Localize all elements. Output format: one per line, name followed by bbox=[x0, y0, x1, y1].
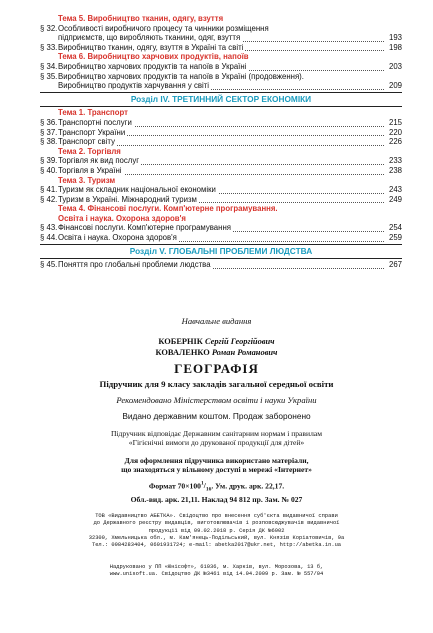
author-1 bbox=[30, 336, 403, 347]
section-divider bbox=[40, 244, 402, 245]
format-fraction: $^1/_{16}$ bbox=[200, 480, 212, 493]
page-number: 254 bbox=[388, 223, 402, 233]
paragraph-title: Транспорт світу bbox=[58, 137, 384, 147]
topic-heading: Тема 6. Виробництво харчових продуктів, напоїв bbox=[58, 52, 249, 62]
toc-entry[interactable] bbox=[40, 185, 402, 195]
paragraph-number: § 33. bbox=[40, 42, 58, 52]
paragraph-number: § 45. bbox=[40, 260, 58, 270]
author-2-name: Роман Романович bbox=[211, 348, 278, 357]
paragraph-number: § 36. bbox=[40, 117, 58, 127]
compliance-line: «Гігієнічні вимоги до друкованої продукції для дітей» bbox=[128, 438, 305, 448]
author-2 bbox=[30, 347, 403, 358]
toc-block-global bbox=[40, 260, 402, 270]
section-heading-5: Розділ V. ГЛОБАЛЬНІ ПРОБЛЕМИ ЛЮДСТВА bbox=[129, 245, 313, 256]
paragraph-number: § 42. bbox=[40, 194, 58, 204]
toc-entry[interactable] bbox=[40, 195, 402, 205]
toc-entry[interactable] bbox=[40, 166, 402, 176]
page-number: 193 bbox=[388, 33, 402, 43]
paragraph-number: § 35. bbox=[40, 71, 58, 81]
topic-heading: Тема 1. Транспорт bbox=[58, 108, 129, 118]
publisher-line: 32300, Хмельницька обл., м. Кам'янець-Подільський, вул. Князів Коріатовичів, 9а bbox=[88, 535, 345, 542]
paragraph-title: Фінансові послуги. Комп'ютерне програмування bbox=[58, 223, 384, 233]
section-divider bbox=[40, 92, 402, 93]
section-divider bbox=[40, 258, 402, 259]
page-number: 238 bbox=[388, 165, 402, 175]
paragraph-title: Виробництво харчових продуктів та напоїв в Україні (продовження). bbox=[58, 71, 304, 81]
paragraph-title: Виробництво продуктів харчування у світі bbox=[58, 81, 384, 91]
design-credits bbox=[30, 456, 403, 475]
paragraph-title: Туризм як складник національної економіки bbox=[58, 185, 384, 195]
page-number: 209 bbox=[388, 81, 402, 91]
toc-entry[interactable] bbox=[40, 43, 402, 53]
section-divider bbox=[40, 106, 402, 107]
paragraph-title: Особливості виробничого процесу та чинники розміщення bbox=[58, 23, 269, 33]
imprint bbox=[30, 316, 403, 579]
book-subtitle: Підручник для 9 класу закладів загальної середньої освіти bbox=[99, 379, 334, 389]
toc-entry[interactable] bbox=[40, 260, 402, 270]
sanitary-compliance bbox=[30, 429, 403, 448]
page-number: 220 bbox=[388, 127, 402, 137]
paragraph-number: § 37. bbox=[40, 127, 58, 137]
format-line-2: Обл.-вид. арк. 21,11. Наклад 94 812 пр. Зам. № 027 bbox=[130, 495, 303, 505]
page-number: 226 bbox=[388, 137, 402, 147]
toc-block-industry bbox=[40, 14, 402, 91]
topic-heading: Освіта і наука. Охорона здоров'я bbox=[58, 213, 186, 223]
author-1-name: Сергій Георгійович bbox=[204, 337, 275, 346]
page-number: 203 bbox=[388, 61, 402, 71]
toc-entry[interactable] bbox=[40, 62, 402, 72]
publisher-line: ТОВ «Видавництво АБЕТКА». Свідоцтво про внесення суб'єкта видавничої справи bbox=[95, 512, 338, 519]
print-format bbox=[30, 480, 403, 505]
toc-entry[interactable] bbox=[40, 233, 402, 243]
author-1-surname: КОБЕРНІК bbox=[158, 337, 203, 346]
paragraph-number: § 44. bbox=[40, 233, 58, 243]
page-number: 198 bbox=[388, 42, 402, 52]
paragraph-number: § 39. bbox=[40, 156, 58, 166]
section-heading-4: Розділ IV. ТРЕТИННИЙ СЕКТОР ЕКОНОМІКИ bbox=[130, 93, 312, 104]
paragraph-title: Освіта і наука. Охорона здоров'я bbox=[58, 233, 384, 243]
topic-heading: Тема 5. Виробництво тканин, одягу, взуття bbox=[58, 14, 224, 23]
toc-entry[interactable] bbox=[40, 137, 402, 147]
topic-heading: Тема 2. Торгівля bbox=[58, 146, 121, 156]
paragraph-number: § 32. bbox=[40, 23, 58, 33]
paragraph-title: Поняття про глобальні проблеми людства bbox=[58, 260, 384, 270]
page-number: 249 bbox=[388, 194, 402, 204]
paragraph-number: § 38. bbox=[40, 137, 58, 147]
paragraph-title: Торгівля як вид послуг bbox=[58, 156, 384, 166]
page-number: 259 bbox=[388, 233, 402, 243]
book-title: ГЕОГРАФІЯ bbox=[174, 361, 259, 376]
topic-heading: Тема 3. Туризм bbox=[58, 175, 116, 185]
printer-line: www.unisoft.ua. Свідоцтво ДК №3461 від 14.04.2009 р. Зам. № 557/04 bbox=[109, 571, 324, 578]
paragraph-title: Туризм в Україні. Міжнародний туризм bbox=[58, 195, 384, 205]
table-of-contents bbox=[40, 14, 402, 270]
format-line-1: Формат $70\times 100^1/_{16}$. Ум. друк. арк. 22,17. bbox=[148, 480, 285, 493]
ministry-recommendation: Рекомендовано Міністерством освіти і науки України bbox=[116, 395, 317, 405]
page-number: 267 bbox=[388, 260, 402, 270]
printer-info bbox=[30, 564, 403, 579]
toc-entry[interactable] bbox=[40, 24, 402, 43]
toc-entry[interactable] bbox=[40, 156, 402, 166]
publisher-info bbox=[30, 513, 403, 550]
page-number: 243 bbox=[388, 185, 402, 195]
edition-type: Навчальне видання bbox=[181, 316, 252, 326]
publisher-line: до Державного реєстру видавців, виготовлювачів і розповсюджувачів видавничої bbox=[93, 520, 340, 527]
publisher-line: продукції від 09.02.2018 р. Серія ДК №6002 bbox=[148, 527, 285, 534]
toc-entry[interactable] bbox=[40, 223, 402, 233]
paragraph-title: підприємств, що виробляють тканини, одяг, взуття bbox=[58, 33, 384, 43]
publisher-line: Тел.: 0984283404, 0601931724; e-mail: abetka2017@ukr.net, http://abetka.in.ua bbox=[91, 542, 342, 549]
topic-heading: Тема 4. Фінансові послуги. Комп'ютерне програмування. bbox=[58, 204, 278, 214]
toc-entry[interactable] bbox=[40, 128, 402, 138]
toc-entry[interactable] bbox=[40, 72, 402, 91]
paragraph-number: § 43. bbox=[40, 223, 58, 233]
design-line: Для оформлення підручника використано матеріали, bbox=[124, 455, 309, 465]
paragraph-number: § 41. bbox=[40, 185, 58, 195]
paragraph-number: § 34. bbox=[40, 61, 58, 71]
paragraph-title: Торгівля в Україні bbox=[58, 166, 384, 176]
author-2-surname: КОВАЛЕНКО bbox=[155, 348, 210, 357]
page-number: 215 bbox=[388, 117, 402, 127]
paragraph-title: Транспорт України bbox=[58, 128, 384, 138]
printer-line: Надруковано у ПП «Юнісофт», 61036, м. Харків, вул. Морозова, 13 б, bbox=[109, 563, 324, 570]
paragraph-title: Виробництво харчових продуктів та напоїв в Україні bbox=[58, 62, 384, 72]
page-number: 233 bbox=[388, 156, 402, 166]
paragraph-title: Виробництво тканин, одягу, взуття в Україні та світі bbox=[58, 43, 384, 53]
paragraph-number: § 40. bbox=[40, 165, 58, 175]
toc-entry[interactable] bbox=[40, 118, 402, 128]
design-line: що знаходяться у вільному доступі в мережі «Інтернет» bbox=[121, 465, 312, 475]
paragraph-title: Транспортні послуги bbox=[58, 118, 384, 128]
toc-block-services bbox=[40, 108, 402, 242]
compliance-line: Підручник відповідає Державним санітарним нормам і правилам bbox=[110, 429, 323, 438]
free-distribution-note: Видано державним коштом. Продаж заборонено bbox=[122, 411, 311, 421]
